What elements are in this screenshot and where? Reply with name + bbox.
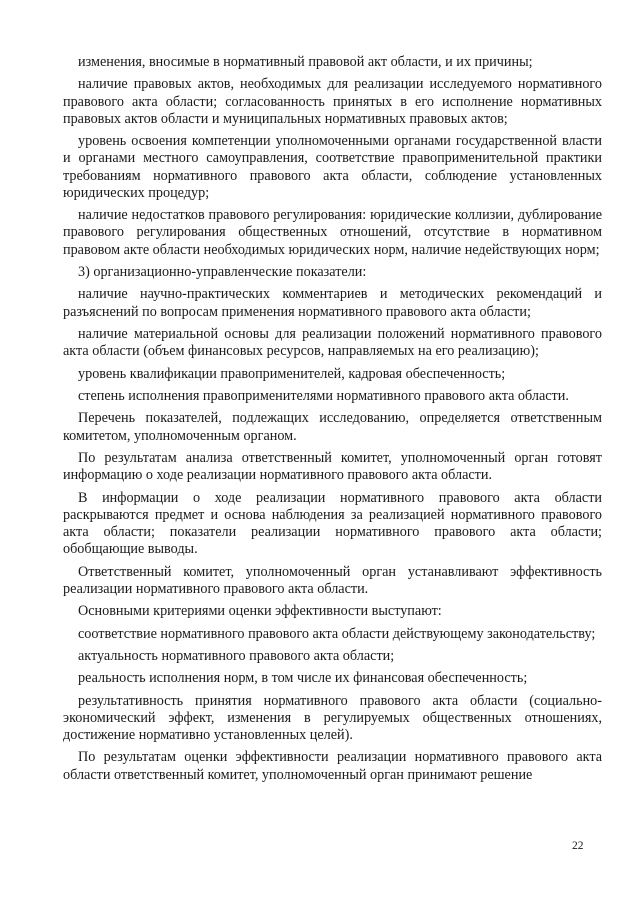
paragraph: уровень освоения компетенции уполномоченными органами государственной власти и органами местного самоуправления, соответствие правоприменительной практики требованиям нормативного правового акта области, соблюдение установленных юридических процедур; (63, 133, 602, 201)
paragraph: уровень квалификации правоприменителей, кадровая обеспеченность; (78, 365, 506, 382)
paragraph: соответствие нормативного правового акта области действующему законодательству; (78, 625, 596, 642)
paragraph: наличие материальной основы для реализации положений нормативного правового акта области (объем финансовых ресурсов, направляемых на его реализацию); (63, 325, 602, 360)
paragraph: степень исполнения правоприменителями нормативного правового акта области. (78, 387, 569, 404)
paragraph: актуальность нормативного правового акта области; (78, 647, 395, 664)
document-body (63, 54, 602, 789)
paragraph: Ответственный комитет, уполномоченный орган устанавливают эффективность реализации нормативного правового акта области. (63, 563, 602, 597)
paragraph: результативность принятия нормативного правового акта области (социально-экономический эффект, изменения в регулируемых общественных отношениях, достижение нормативно установленных целей). (63, 692, 602, 744)
paragraph: наличие научно-практических комментариев и методических рекомендаций и разъяснений по вопросам применения нормативного правового акта области; (63, 286, 602, 320)
page-number: 22 (572, 840, 584, 852)
paragraph: Перечень показателей, подлежащих исследованию, определяется ответственным комитетом, уполномоченным органом. (63, 410, 602, 444)
paragraph: изменения, вносимые в нормативный правовой акт области, и их причины; (78, 54, 533, 70)
paragraph: По результатам анализа ответственный комитет, уполномоченный орган готовят информацию о ходе реализации нормативного правового акта области. (63, 449, 602, 484)
paragraph: наличие недостатков правового регулирования: юридические коллизии, дублирование правового регулирования общественных отношений, отсутствие в нормативном правовом акте области необходимых юридических норм, наличие недействующих норм; (63, 207, 602, 258)
paragraph: наличие правовых актов, необходимых для реализации исследуемого нормативного правового акта области; согласованность принятых в его исполнение нормативных правовых актов области и муниципальных нормативных правовых актов; (63, 76, 602, 127)
paragraph: Основными критериями оценки эффективности выступают: (78, 603, 442, 620)
paragraph: 3) организационно-управленческие показатели: (78, 263, 367, 280)
paragraph: В информации о ходе реализации нормативного правового акта области раскрываются предмет и основа наблюдения за реализацией нормативного правового акта области; показатели реализации нормативного правового акта области; обобщающие выводы. (63, 489, 602, 558)
paragraph: По результатам оценки эффективности реализации нормативного правового акта области ответственный комитет, уполномоченный орган принимают решение (63, 749, 602, 783)
paragraph: реальность исполнения норм, в том числе их финансовая обеспеченность; (78, 670, 528, 687)
